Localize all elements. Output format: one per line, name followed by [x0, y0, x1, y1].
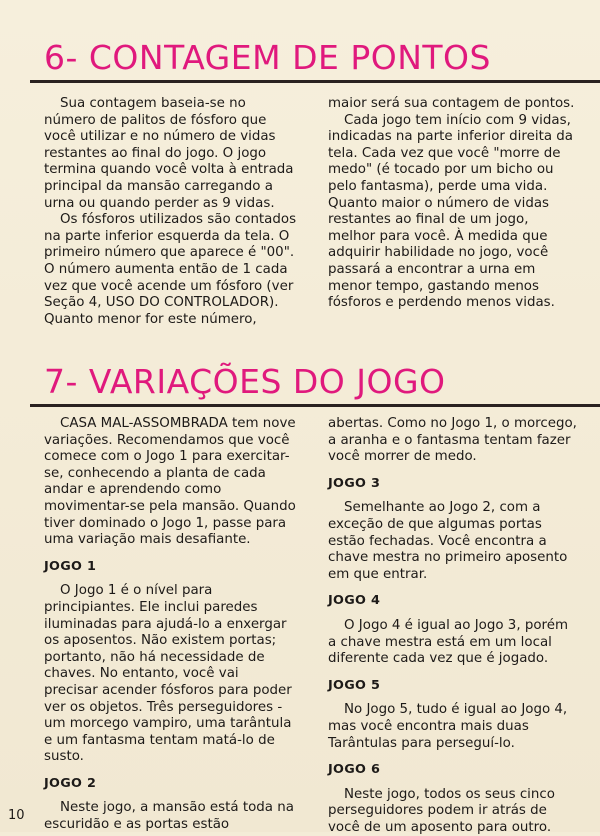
jogo-2-text-start: Neste jogo, a mansão está toda na escuridão e as portas estão [44, 800, 294, 833]
jogo-3-text: Semelhante ao Jogo 2, com a exceção de que algumas portas estão fechadas. Você encontra a chave mestra no primeiro aposento em que entrar. [328, 500, 568, 582]
jogo-3-heading: JOGO 3 [328, 475, 381, 491]
jogo-6-text: Neste jogo, todos os seus cinco perseguidores podem ir atrás de você de um aposento para outro. [328, 786, 555, 835]
paragraph: Sua contagem baseia-se no número de palitos de fósforo que você utilizar e no número de vidas restantes ao final do jogo. O jogo termina quando você volta à entrada principal da mansão carregando a urna ou quando perder as 9 vidas. [44, 96, 294, 211]
paragraph: maior será sua contagem de pontos. [328, 96, 575, 111]
section-6-title: 6- CONTAGEM DE PONTOS [44, 38, 491, 77]
section-7-title: 7- VARIAÇÕES DO JOGO [44, 362, 446, 401]
intro-paragraph: CASA MAL-ASSOMBRADA tem nove variações. Recomendamos que você comece com o Jogo 1 para exercitar-se, conhecendo a planta de cada andar e aprendendo como movimentar-se pela mansão. Quando tiver dominado o Jogo 1, passe para uma variação mais desafiante. [44, 416, 296, 548]
section-7-right-column [328, 416, 578, 836]
jogo-6-heading: JOGO 6 [328, 762, 381, 778]
jogo-2-text-cont: abertas. Como no Jogo 1, o morcego, a aranha e o fantasma tentam fazer você morrer de medo. [328, 416, 577, 465]
section-6-left-column [44, 96, 298, 328]
jogo-4-text: O Jogo 4 é igual ao Jogo 3, porém a chave mestra está em um local diferente cada vez que é jogado. [328, 617, 569, 667]
jogo-1-text: O Jogo 1 é o nível para principiantes. Ele inclui paredes iluminadas para ajudá-lo a enxergar os aposentos. Não existem portas; portanto, não há necessidade de chaves. No entanto, você vai precisar acender fósforos para poder ver os objetos. Três perseguidores - um morcego vampiro, uma tarântula e um fantasma tentam matá-lo de susto. [44, 583, 292, 765]
page-number: 10 [8, 808, 25, 823]
section-7-rule [30, 404, 600, 407]
paragraph: Os fósforos utilizados são contados na parte inferior esquerda da tela. O primeiro número que aparece é "00". O número aumenta então de 1 cada vez que você acende um fósforo (ver Seção 4, USO DO CONTROLADOR). Quanto menor for este número, [44, 212, 297, 327]
jogo-5-heading: JOGO 5 [328, 677, 381, 693]
jogo-2-heading: JOGO 2 [44, 775, 97, 791]
section-6-right-column [328, 96, 578, 312]
jogo-4-heading: JOGO 4 [328, 593, 381, 609]
paragraph: Cada jogo tem início com 9 vidas, indicadas na parte inferior direita da tela. Cada vez que você "morre de medo" (é tocado por um bicho ou pelo fantasma), perde uma vida. Quanto maior o número de vidas restantes ao final de um jogo, melhor para você. À medida que adquirir habilidade no jogo, você passará a encontrar a urna em menor tempo, gastando menos fósforos e perdendo menos vidas. [328, 112, 573, 311]
jogo-1-heading: JOGO 1 [44, 558, 97, 574]
section-6-rule [30, 80, 600, 83]
section-7-left-column [44, 416, 296, 834]
jogo-5-text: No Jogo 5, tudo é igual ao Jogo 4, mas você encontra mais duas Tarântulas para perseguí-lo. [328, 702, 568, 751]
